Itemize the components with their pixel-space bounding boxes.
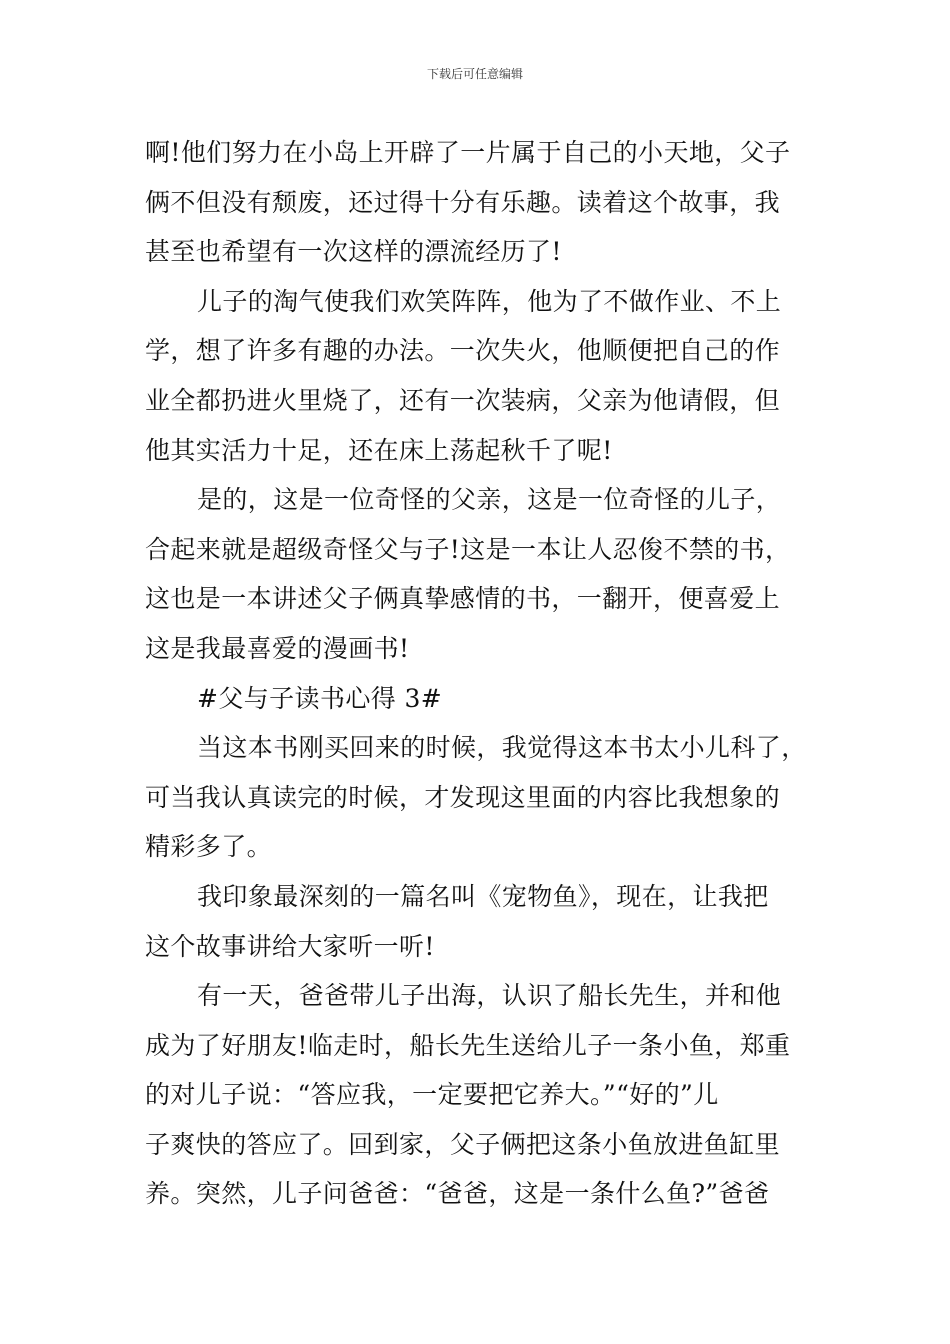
text-line: 可当我认真读完的时候，才发现这里面的内容比我想象的 [145,782,781,812]
text-line: 成为了好朋友!临走时，船长先生送给儿子一条小鱼，郑重 [145,1030,791,1060]
text-line: 这也是一本讲述父子俩真挚感情的书，一翻开，便喜爱上 [145,584,781,614]
section-heading: #父与子读书心得 3# [197,683,443,713]
text-line: 他其实活力十足，还在床上荡起秋千了呢! [145,435,613,465]
paragraph-first-line: 儿子的淘气使我们欢笑阵阵，他为了不做作业、不上 [197,286,782,316]
text-line: 业全都扔进火里烧了，还有一次装病，父亲为他请假，但 [145,385,781,415]
text-line: 这个故事讲给大家听一听! [145,931,435,961]
paragraph-first-line: 是的，这是一位奇怪的父亲，这是一位奇怪的儿子， [197,485,782,515]
text-line: 的对儿子说：“答应我，一定要把它养大。”“好的”儿 [145,1080,719,1110]
text-line: 这是我最喜爱的漫画书! [145,633,410,663]
text-line: 啊!他们努力在小岛上开辟了一片属于自己的小天地，父子 [145,138,791,167]
text-line: 俩不但没有颓废，还过得十分有乐趣。读着这个故事，我 [145,187,781,217]
text-line: 甚至也希望有一次这样的漂流经历了! [145,237,562,267]
text-line: 学，想了许多有趣的办法。一次失火，他顺便把自己的作 [145,336,781,366]
page-header-note: 下载后可任意编辑 [426,67,523,81]
text-line: 合起来就是超级奇怪父与子!这是一本让人忍俊不禁的书， [145,534,791,564]
document-body [145,128,825,1219]
paragraph-first-line: 有一天，爸爸带儿子出海，认识了船长先生，并和他 [197,981,782,1011]
text-line: 精彩多了。 [145,832,273,862]
text-line: 养。突然，儿子问爸爸：“爸爸，这是一条什么鱼?”爸爸 [145,1179,770,1209]
paragraph-first-line: 我印象最深刻的一篇名叫《宠物鱼》，现在，让我把 [197,881,769,911]
paragraph-first-line: 当这本书刚买回来的时候，我觉得这本书太小儿科了， [197,733,807,763]
text-line: 子爽快的答应了。回到家，父子俩把这条小鱼放进鱼缸里 [145,1129,781,1159]
